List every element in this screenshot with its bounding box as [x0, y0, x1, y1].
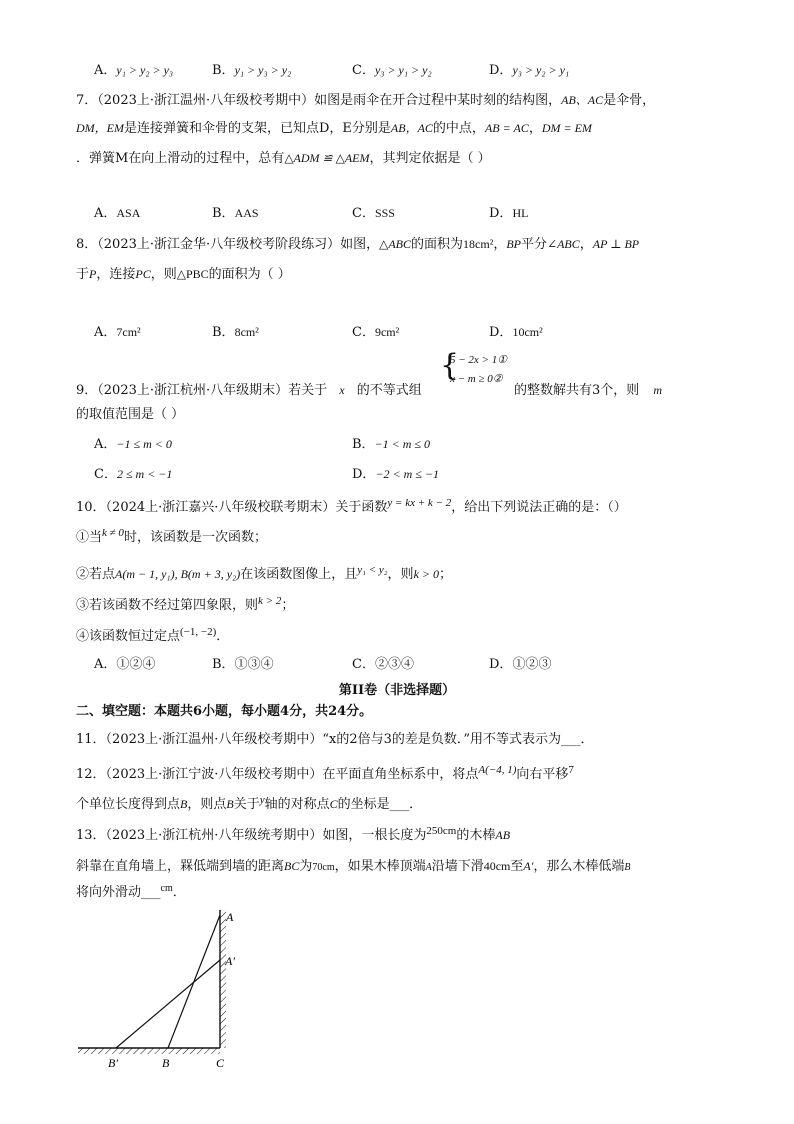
q8-option-d: D．10cm² [489, 325, 543, 340]
ground-hatch [78, 1048, 220, 1054]
q6-option-d: D．y₃ > y₂ > y₁ [489, 63, 570, 78]
system-brace: { [440, 348, 460, 383]
label-B-prime: B′ [108, 1056, 118, 1070]
q7-line3: ．弹簧M在向上滑动的过程中，总有△ADM ≌ △AEM，其判定依据是（ ） [76, 151, 491, 166]
q13-line1: 13．（2023上·浙江杭州·八年级统考期中）如图，一根长度为$^{250cm}$的木棒AB [76, 825, 511, 843]
wall-hatch [220, 910, 226, 1048]
q7-option-a: A．ASA [94, 206, 141, 221]
q9-line2: 的取值范围是（ ） [76, 407, 185, 422]
q7-option-d: D．HL [489, 206, 529, 221]
q8-option-c: C．9cm² [352, 325, 400, 340]
q10-option-d: D．①②③ [489, 657, 552, 672]
q11: 11．（2023上·浙江温州·八年级校考期中）“x的2倍与3的差是负数．”用不等式表示为___． [76, 732, 594, 747]
q10-statement-1: ①当$^{k \ne 0}$时，该函数是一次函数； [76, 527, 267, 545]
q8-option-a: A．7cm² [94, 325, 141, 340]
q10-statement-3: ③若该函数不经过第四象限，则$^{k > 2}$； [76, 595, 295, 613]
q9-option-a: A．−1 ≤ m < 0 [94, 437, 172, 452]
q9-option-c: C．2 ≤ m < −1 [94, 467, 173, 482]
q9-option-b: B．−1 < m ≤ 0 [352, 437, 431, 452]
q6-option-b: B．y₁ > y₃ > y₂ [212, 63, 292, 78]
stick-a2b2 [116, 960, 220, 1048]
q7-line1: 7．（2023上·浙江温州·八年级校考期中）如图是雨伞在开合过程中某时刻的结构图，AB、AC是伞骨， [76, 93, 656, 108]
label-B: B [162, 1056, 170, 1070]
q7-option-c: C．SSS [352, 206, 395, 221]
q8-line2: 于P，连接PC，则△PBC的面积为（ ） [76, 267, 291, 282]
label-C: C [216, 1056, 225, 1070]
q9-line1-end: 的整数解共有3个，则 m [514, 383, 663, 398]
q10-statement-2: ②若点A(m − 1, y₁), B(m + 3, y₂)在该函数图像上，且$^{y_1 < y_2}$，则k > 0； [76, 564, 453, 582]
q8-line1: 8．（2023上·浙江金华·八年级校考阶段练习）如图，△ABC的面积为18cm²，BP平分∠ABC，AP ⊥ BP [76, 237, 640, 252]
q13-line2: 斜靠在直角墙上，槑低端到墙的距离BC为70cm，如果木棒顶端A沿墙下滑40cm至A′，那么木棒低端B [76, 859, 631, 874]
q7-line2: DM，EM是连接弹簧和伞骨的支架，已知点D，E分别是AB，AC的中点，AB = AC，DM = EM [76, 121, 592, 136]
q12-line2: 个单位长度得到点B，则点B关于$^y$轴的对称点C的坐标是___． [76, 794, 423, 812]
label-A: A [226, 910, 234, 924]
q8-option-b: B．8cm² [212, 325, 259, 340]
q9-system-eq2: x − m ≥ 0② [450, 373, 503, 385]
q6-option-c: C．y₃ > y₁ > y₂ [352, 63, 432, 78]
q9-option-d: D．−2 < m ≤ −1 [352, 467, 439, 482]
q6-option-a: A．y₁ > y₂ > y₃ [94, 63, 174, 78]
q10-option-c: C．②③④ [352, 657, 414, 672]
ladder-wall-figure [70, 905, 250, 1075]
label-A-prime: A′ [225, 954, 235, 968]
q9-system-eq1: 5 − 2x > 1① [450, 354, 508, 366]
q7-option-b: B．AAS [212, 206, 259, 221]
q13-line3: 将向外滑动___$^{cm}$． [76, 883, 186, 900]
q10-option-b: B．①③④ [212, 657, 274, 672]
q12-line1: 12．（2023上·浙江宁波·八年级校考期中）在平面直角坐标系中，将点$^{A(-4, 1)}$向右平移$^7$ [76, 764, 574, 782]
part2-title: 第II卷（非选择题） [338, 683, 456, 698]
q10-statement-4: ④该函数恒过定点$^{(-1, -2)}$． [76, 626, 230, 644]
q10-line1: 10．（2024上·浙江嘉兴·八年级校联考期末）关于函数$^{y = kx + k - 2}$，给出下列说法正确的是：（） [76, 497, 627, 515]
q9-line1-start: 9．（2023上·浙江杭州·八年级期末）若关于 x 的不等式组 [76, 383, 422, 398]
section2-title: 二、填空题：本题共6小题，每小题4分，共24分。 [76, 704, 373, 719]
q10-option-a: A．①②④ [94, 657, 156, 672]
